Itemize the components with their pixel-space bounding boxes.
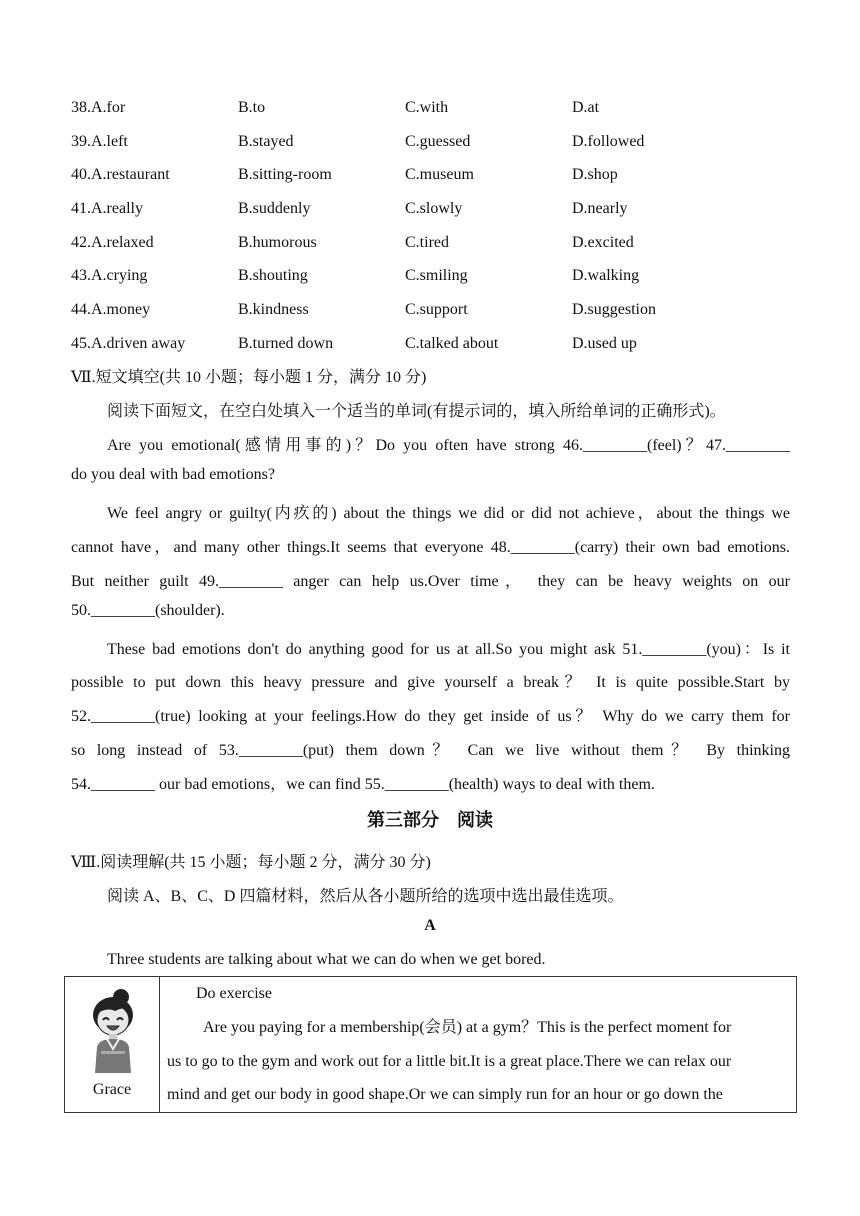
speaker-cell [65, 977, 160, 1113]
option-row [71, 91, 791, 125]
passage-line: do you deal with bad emotions? [71, 466, 275, 483]
passage-line: 52.________(true) looking at your feelings.How do they get inside of us？ Why do we carry them for [71, 708, 790, 725]
option-b: B.stayed [238, 132, 294, 150]
passage-line: 54.________ our bad emotions，we can find 55.________(health) ways to deal with them. [71, 776, 655, 793]
section-8-instruction: 阅读 A、B、C、D 四篇材料，然后从各小题所给的选项中选出最佳选项。 [107, 888, 624, 905]
option-c: C.support [405, 300, 468, 318]
option-b: B.shouting [238, 267, 308, 285]
part-3-heading: 第三部分 阅读 [367, 810, 493, 831]
option-row [71, 125, 791, 159]
option-d: D.at [572, 98, 600, 116]
section-8-title: Ⅷ.阅读理解(共 15 小题；每小题 2 分，满分 30 分) [71, 854, 431, 871]
option-d: D.excited [572, 233, 634, 251]
option-c: C.with [405, 98, 449, 116]
section-7-title: Ⅶ.短文填空(共 10 小题；每小题 1 分，满分 10 分) [71, 369, 427, 386]
option-b: B.humorous [238, 233, 317, 251]
option-b: B.kindness [238, 300, 309, 318]
speaker-text-line: mind and get our body in good shape.Or we can simply run for an hour or go down the [167, 1086, 723, 1104]
option-a: 39.A.left [71, 132, 128, 150]
options-grid [71, 91, 791, 361]
option-a: 42.A.relaxed [71, 233, 154, 251]
option-d: D.used up [572, 334, 637, 352]
option-a: 40.A.restaurant [71, 166, 170, 184]
passage-intro: Three students are talking about what we can do when we get bored. [107, 951, 546, 968]
option-c: C.museum [405, 166, 474, 184]
passage-letter: A [424, 917, 436, 934]
option-a: 45.A.driven away [71, 334, 186, 352]
girl-cartoon-icon [85, 987, 141, 1073]
speaker-text-line: Are you paying for a membership(会员) at a gym？This is the perfect moment for [203, 1018, 732, 1036]
option-c: C.guessed [405, 132, 471, 150]
option-a: 43.A.crying [71, 267, 148, 285]
option-c: C.smiling [405, 267, 468, 285]
option-row [71, 259, 791, 293]
option-row [71, 327, 791, 361]
option-row [71, 293, 791, 327]
option-c: C.talked about [405, 334, 499, 352]
option-row [71, 226, 791, 260]
section-7-instruction: 阅读下面短文，在空白处填入一个适当的单词(有提示词的，填入所给单词的正确形式)。 [107, 403, 726, 420]
speaker-heading: Do exercise [196, 985, 272, 1002]
passage-line: possible to put down this heavy pressure and give yourself a break？ It is quite possible.Start by [71, 674, 790, 691]
option-b: B.suddenly [238, 199, 311, 217]
option-d: D.suggestion [572, 300, 656, 318]
passage-line: cannot have，and many other things.It seems that everyone 48.________(carry) their own bad emotions. [71, 539, 790, 556]
option-b: B.sitting-room [238, 166, 332, 184]
speaker-name: Grace [92, 1081, 132, 1098]
option-b: B.to [238, 98, 266, 116]
speaker-table [64, 976, 797, 1113]
passage-line: so long instead of 53.________(put) them down？ Can we live without them？ By thinking [71, 742, 791, 759]
speaker-text-line: us to go to the gym and work out for a little bit.It is a great place.There we can relax our [167, 1052, 732, 1070]
option-row [71, 158, 791, 192]
option-c: C.tired [405, 233, 449, 251]
option-a: 38.A.for [71, 98, 126, 116]
option-d: D.followed [572, 132, 645, 150]
passage-line: But neither guilt 49.________ anger can help us.Over time， they can be heavy weights on our [71, 573, 790, 590]
option-b: B.turned down [238, 334, 334, 352]
option-d: D.walking [572, 267, 640, 285]
passage-line: 50.________(shoulder). [71, 602, 225, 619]
option-c: C.slowly [405, 199, 463, 217]
passage-line: Are you emotional(感情用事的)？Do you often have strong 46.________(feel)？47.________ [107, 437, 790, 454]
option-row [71, 192, 791, 226]
option-d: D.shop [572, 166, 618, 184]
passage-line: We feel angry or guilty(内疚的) about the things we did or did not achieve，about the things we [107, 505, 790, 522]
option-a: 41.A.really [71, 199, 143, 217]
passage-line: These bad emotions don't do anything good for us at all.So you might ask 51.________(you)：Is it [107, 641, 790, 658]
option-a: 44.A.money [71, 300, 151, 318]
option-d: D.nearly [572, 199, 628, 217]
speaker-text-cell [160, 977, 797, 1113]
